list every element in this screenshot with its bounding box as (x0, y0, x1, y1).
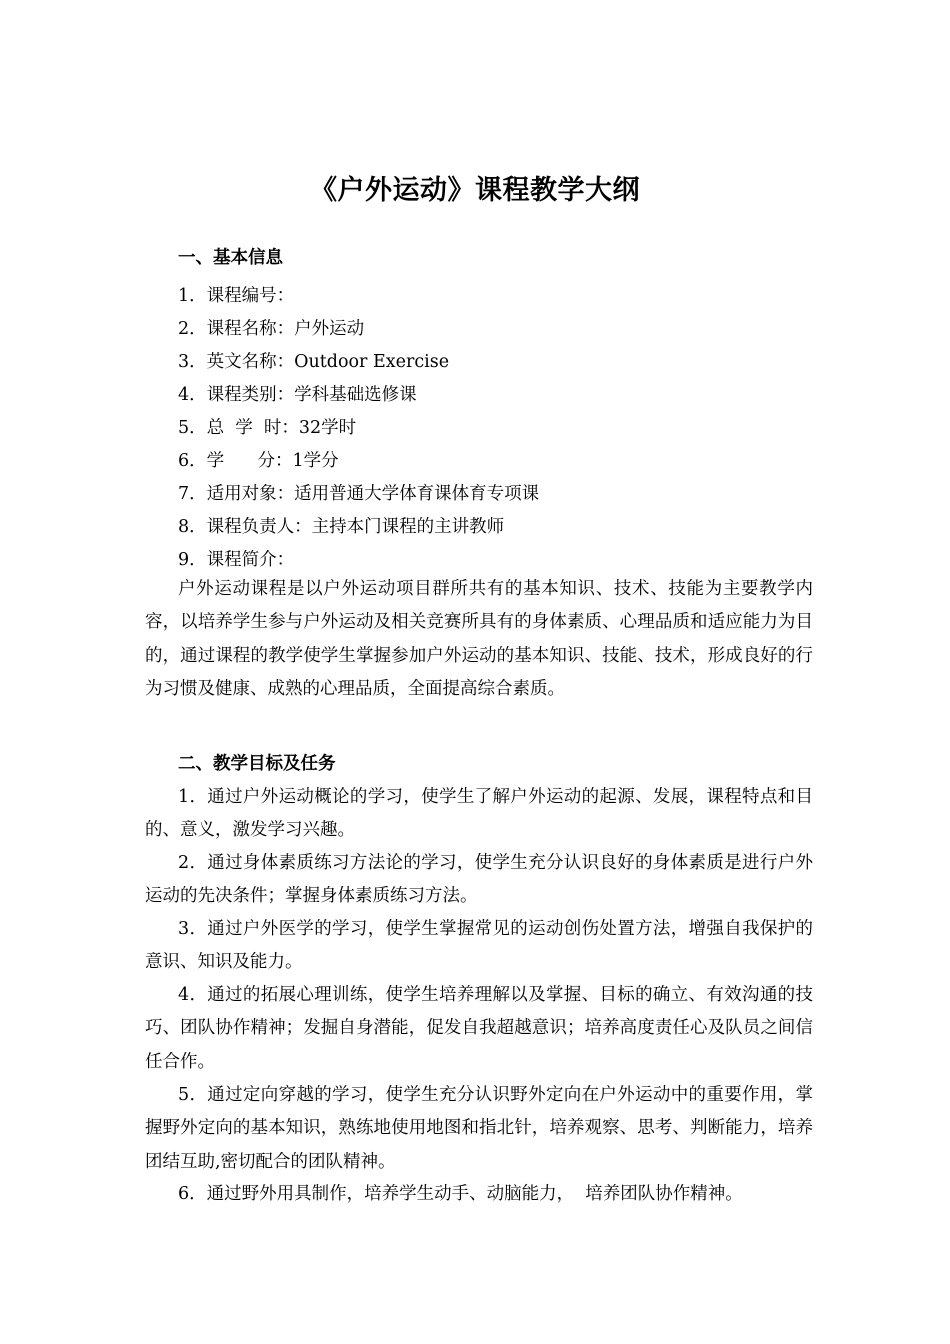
section-heading-goals: 二、教学目标及任务 (178, 754, 336, 774)
course-intro-paragraph: 户外运动课程是以户外运动项目群所共有的基本知识、技术、技能为主要教学内容，以培养学生参与户外运动及相关竞赛所具有的身体素质、心理品质和适应能力为目的，通过课程的教学使学生掌握参加户外运动的基本知识、技能、技术，形成良好的行为习惯及健康、成熟的心理品质，全面提高综合素质。 (145, 579, 813, 700)
page-title: 《户外运动》课程教学大纲 (310, 175, 640, 206)
goal-item-6: 6．通过野外用具制作，培养学生动手、动脑能力， 培养团队协作精神。 (178, 1184, 743, 1204)
goal-item-2: 2．通过身体素质练习方法论的学习，使学生充分认识良好的身体素质是进行户外运动的先决条件；掌握身体素质练习方法。 (145, 853, 813, 907)
goal-item-1: 1．通过户外运动概论的学习，使学生了解户外运动的起源、发展，课程特点和目的、意义，激发学习兴趣。 (145, 787, 813, 841)
goal-item-4: 4．通过的拓展心理训练，使学生培养理解以及掌握、目标的确立、有效沟通的技巧、团队协作精神；发掘自身潜能，促发自我超越意识；培养高度责任心及队员之间信任合作。 (145, 985, 813, 1072)
info-total-hours: 5．总 学 时：32学时 (178, 418, 357, 438)
info-course-category: 4．课程类别：学科基础选修课 (178, 385, 417, 405)
info-course-intro-label: 9．课程简介： (178, 550, 295, 570)
info-english-name: 3．英文名称：Outdoor Exercise (178, 352, 450, 372)
section-heading-basic-info: 一、基本信息 (178, 248, 283, 268)
goal-item-5: 5．通过定向穿越的学习，使学生充分认识野外定向在户外运动中的重要作用，掌握野外定向的基本知识，熟练地使用地图和指北针，培养观察、思考、判断能力，培养团结互助,密切配合的团队精神。 (145, 1085, 813, 1172)
info-course-code: 1．课程编号： (178, 286, 295, 306)
info-target-audience: 7．适用对象：适用普通大学体育课体育专项课 (178, 484, 540, 504)
info-course-name: 2．课程名称：户外运动 (178, 319, 365, 339)
info-course-lead: 8．课程负责人：主持本门课程的主讲教师 (178, 517, 505, 537)
info-credits: 6．学 分：1学分 (178, 451, 339, 471)
goal-item-3: 3．通过户外医学的学习，使学生掌握常见的运动创伤处置方法，增强自我保护的意识、知识及能力。 (145, 919, 813, 973)
